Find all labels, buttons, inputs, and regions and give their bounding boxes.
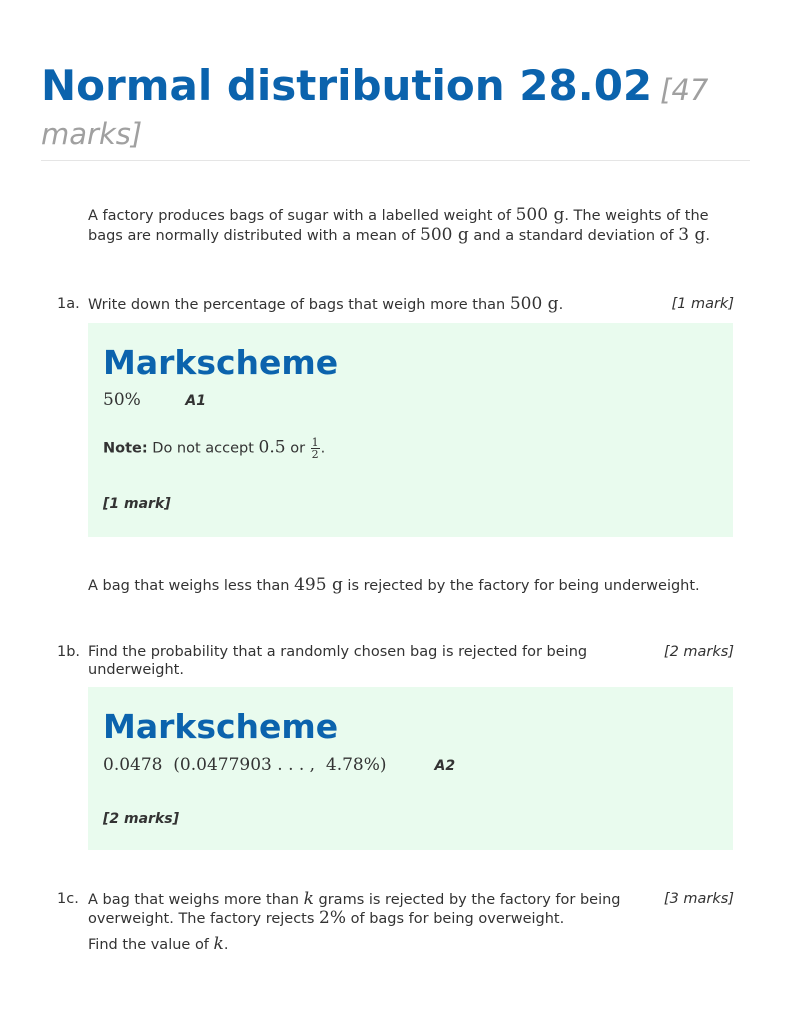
question-instruction [88, 935, 228, 954]
award-code: A2 [434, 758, 456, 774]
question-text [88, 295, 633, 314]
math-expression: 0.0478 (0.0477903 . . . , 4.78%) [103, 755, 387, 775]
question-text-part: of bags for being overweight. [346, 911, 565, 927]
markscheme-answer [103, 390, 206, 410]
markscheme-note [103, 437, 325, 460]
math-expression: k [213, 934, 224, 954]
fraction-denominator: 2 [311, 448, 319, 461]
question-1b [41, 643, 734, 681]
math-expression: 0.5 [258, 437, 286, 458]
header-divider [41, 160, 750, 161]
question-text-part: Find the value of [88, 937, 214, 953]
question-text: Find the probability that a randomly chosen bag is rejected for being underweight. [88, 644, 588, 678]
math-expression: 50% [103, 390, 141, 410]
intro-text: and a standard deviation of [468, 228, 679, 244]
markscheme-total: [2 marks] [103, 811, 179, 827]
question-number: 1c. [57, 891, 79, 907]
question-1c [41, 890, 734, 960]
intro-paragraph [88, 206, 728, 246]
markscheme-1b [88, 687, 733, 850]
question-text-part: . [223, 937, 229, 953]
question-text-part: . [558, 297, 564, 313]
markscheme-answer [103, 755, 455, 775]
intro-text: . The weights of the bags are normally distributed with a mean of [88, 208, 709, 244]
award-code: A1 [185, 393, 206, 409]
question-text-part: A bag that weighs more than [88, 892, 304, 908]
math-expression: 3 g [678, 225, 706, 245]
page-title: Normal distribution 28.02 [41, 61, 653, 110]
markscheme-total: [1 mark] [103, 496, 171, 512]
page-header [41, 61, 711, 156]
question-number: 1a. [57, 296, 80, 312]
fraction-numerator: 1 [311, 436, 319, 449]
intro-text: A factory produces bags of sugar with a labelled weight of [88, 208, 516, 224]
question-text [88, 890, 668, 954]
math-expression: k [303, 889, 314, 909]
markscheme-title: Markscheme [103, 343, 339, 382]
math-expression: 500 g [509, 294, 559, 314]
question-marks: [2 marks] [663, 644, 734, 660]
math-expression: 2% [319, 908, 347, 928]
note-text: . [320, 440, 326, 457]
markscheme-title: Markscheme [103, 707, 339, 746]
note-label: Note: [103, 440, 148, 457]
note-text: Do not accept [147, 440, 259, 457]
context-paragraph [88, 576, 728, 596]
math-expression: 495 g [294, 575, 343, 595]
question-text-part: grams is rejected by the factory for being overweight. The factory rejects [88, 892, 621, 927]
question-number: 1b. [57, 644, 81, 660]
question-text-part: Write down the percentage of bags that weigh more than [88, 297, 510, 313]
context-text: is rejected by the factory for being underweight. [342, 578, 700, 594]
math-expression: 500 g [420, 225, 469, 245]
fraction [311, 437, 320, 460]
context-text: A bag that weighs less than [88, 578, 295, 594]
total-marks: [47 marks] [41, 73, 709, 151]
note-text: or [285, 440, 310, 457]
markscheme-1a [88, 323, 733, 537]
question-marks: [3 marks] [663, 891, 734, 907]
intro-text: . [705, 228, 710, 244]
math-expression: 500 g [515, 205, 565, 225]
question-1a [41, 295, 734, 315]
question-marks: [1 mark] [671, 296, 734, 312]
